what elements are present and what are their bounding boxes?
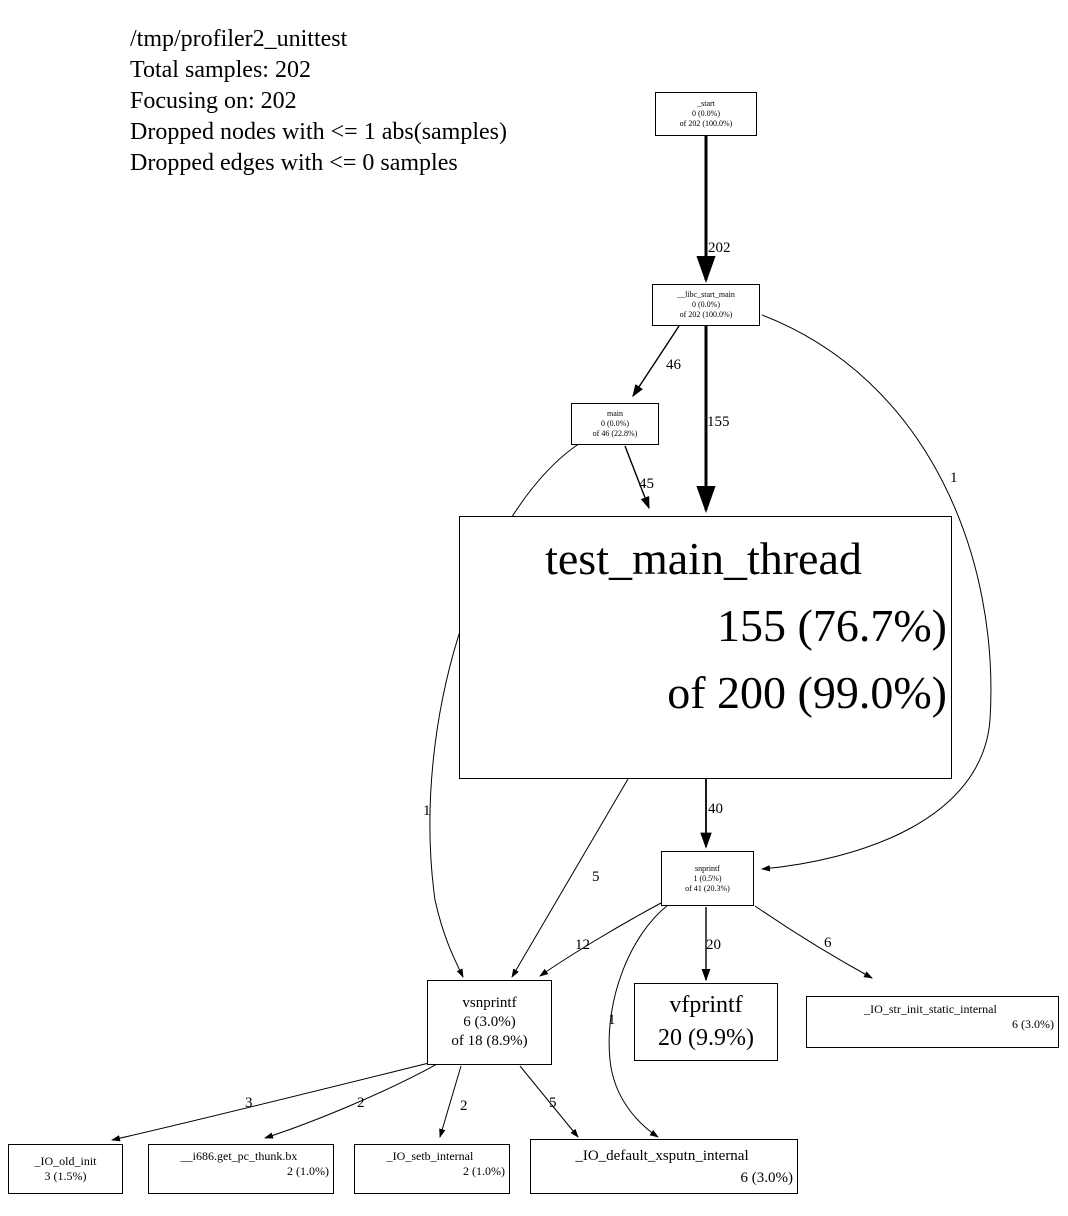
node-test-main-thread[interactable] [459,516,952,779]
header-line-total: Total samples: 202 [130,57,311,83]
header-line-path: /tmp/profiler2_unittest [130,26,348,52]
edge-label-vsnprintf-iosetb: 2 [460,1098,468,1114]
node-snprintf[interactable] [661,851,754,906]
edge-label-vsnprintf-iooldinit: 3 [245,1095,253,1111]
edge-label-snprintf-vsnprintf: 12 [575,937,590,953]
node-io-str-init-static-internal[interactable] [806,996,1059,1048]
node-io-old-init-title: _IO_old_init [34,1154,97,1168]
node-vsnprintf-total: of 18 (8.9%) [451,1033,528,1049]
edge-label-testmain-vsnprintf: 5 [592,869,600,885]
node-io-str-init-static-internal-title: _IO_str_init_static_internal [864,1002,997,1016]
edge-label-libc-snprintf: 1 [950,470,958,486]
node-test-main-thread-self: 155 (76.7%) [717,600,947,651]
node-libc-start-main-total: of 202 (100.0%) [679,310,733,319]
edge-label-libc-testmain: 155 [707,414,730,430]
node-io-setb-internal[interactable] [354,1144,510,1194]
edge-label-libc-main: 46 [666,357,681,373]
node-vfprintf[interactable] [634,983,778,1061]
header-line-dropped-edges: Dropped edges with <= 0 samples [130,150,458,176]
node-libc-start-main-self: 0 (0.0%) [692,300,720,309]
node-vfprintf-title: vfprintf [669,992,743,1018]
node-vsnprintf-title: vsnprintf [462,995,517,1011]
node-io-default-xsputn-internal[interactable] [530,1139,798,1194]
node-test-main-thread-total: of 200 (99.0%) [667,667,947,718]
edge-label-main-testmain: 45 [639,476,654,492]
node-i686-get-pc-thunk-bx-title: __i686.get_pc_thunk.bx [180,1149,298,1163]
node-vfprintf-self: 20 (9.9%) [658,1025,754,1051]
edge-label-snprintf-iostrinit: 6 [824,935,832,951]
node-vsnprintf-self: 6 (3.0%) [463,1014,516,1030]
node-main-self: 0 (0.0%) [601,419,629,428]
edge-label-start-libc: 202 [708,240,731,256]
node-main-total: of 46 (22.8%) [592,429,638,438]
edge-label-snprintf-vfprintf: 20 [706,937,721,953]
header-line-dropped-nodes: Dropped nodes with <= 1 abs(samples) [130,119,508,145]
node-libc-start-main[interactable] [652,284,760,326]
node-io-old-init[interactable] [8,1144,123,1194]
node-main[interactable] [571,403,659,445]
node-start-total: of 202 (100.0%) [679,119,733,128]
node-start[interactable] [655,92,757,136]
node-i686-get-pc-thunk-bx-self: 2 (1.0%) [287,1164,329,1178]
node-io-default-xsputn-internal-self: 6 (3.0%) [740,1170,793,1186]
node-snprintf-total: of 41 (20.3%) [685,883,730,893]
node-io-setb-internal-title: _IO_setb_internal [386,1149,474,1163]
node-start-self: 0 (0.0%) [692,109,720,118]
edge-label-snprintf-ioxsputn: 1 [608,1012,616,1028]
node-start-title: _start [697,99,715,108]
node-snprintf-title: snprintf [695,863,720,873]
edge-label-vsnprintf-ioxsputn: 5 [549,1095,557,1111]
node-io-default-xsputn-internal-title: _IO_default_xsputn_internal [575,1148,749,1164]
edge-label-main-vsnprintf: 1 [423,803,431,819]
header-line-focus: Focusing on: 202 [130,88,297,114]
node-i686-get-pc-thunk-bx[interactable] [148,1144,334,1194]
node-test-main-thread-title: test_main_thread [545,533,862,584]
node-io-old-init-self: 3 (1.5%) [44,1169,87,1183]
edge-label-vsnprintf-thunk: 2 [357,1095,365,1111]
node-libc-start-main-title: __libc_start_main [677,290,735,299]
node-snprintf-self: 1 (0.5%) [693,873,722,883]
edge-label-testmain-snprintf: 40 [708,801,723,817]
node-io-str-init-static-internal-self: 6 (3.0%) [1012,1017,1054,1031]
profile-header [130,24,507,179]
node-vsnprintf[interactable] [427,980,552,1065]
node-io-setb-internal-self: 2 (1.0%) [463,1164,505,1178]
node-main-title: main [607,409,623,418]
